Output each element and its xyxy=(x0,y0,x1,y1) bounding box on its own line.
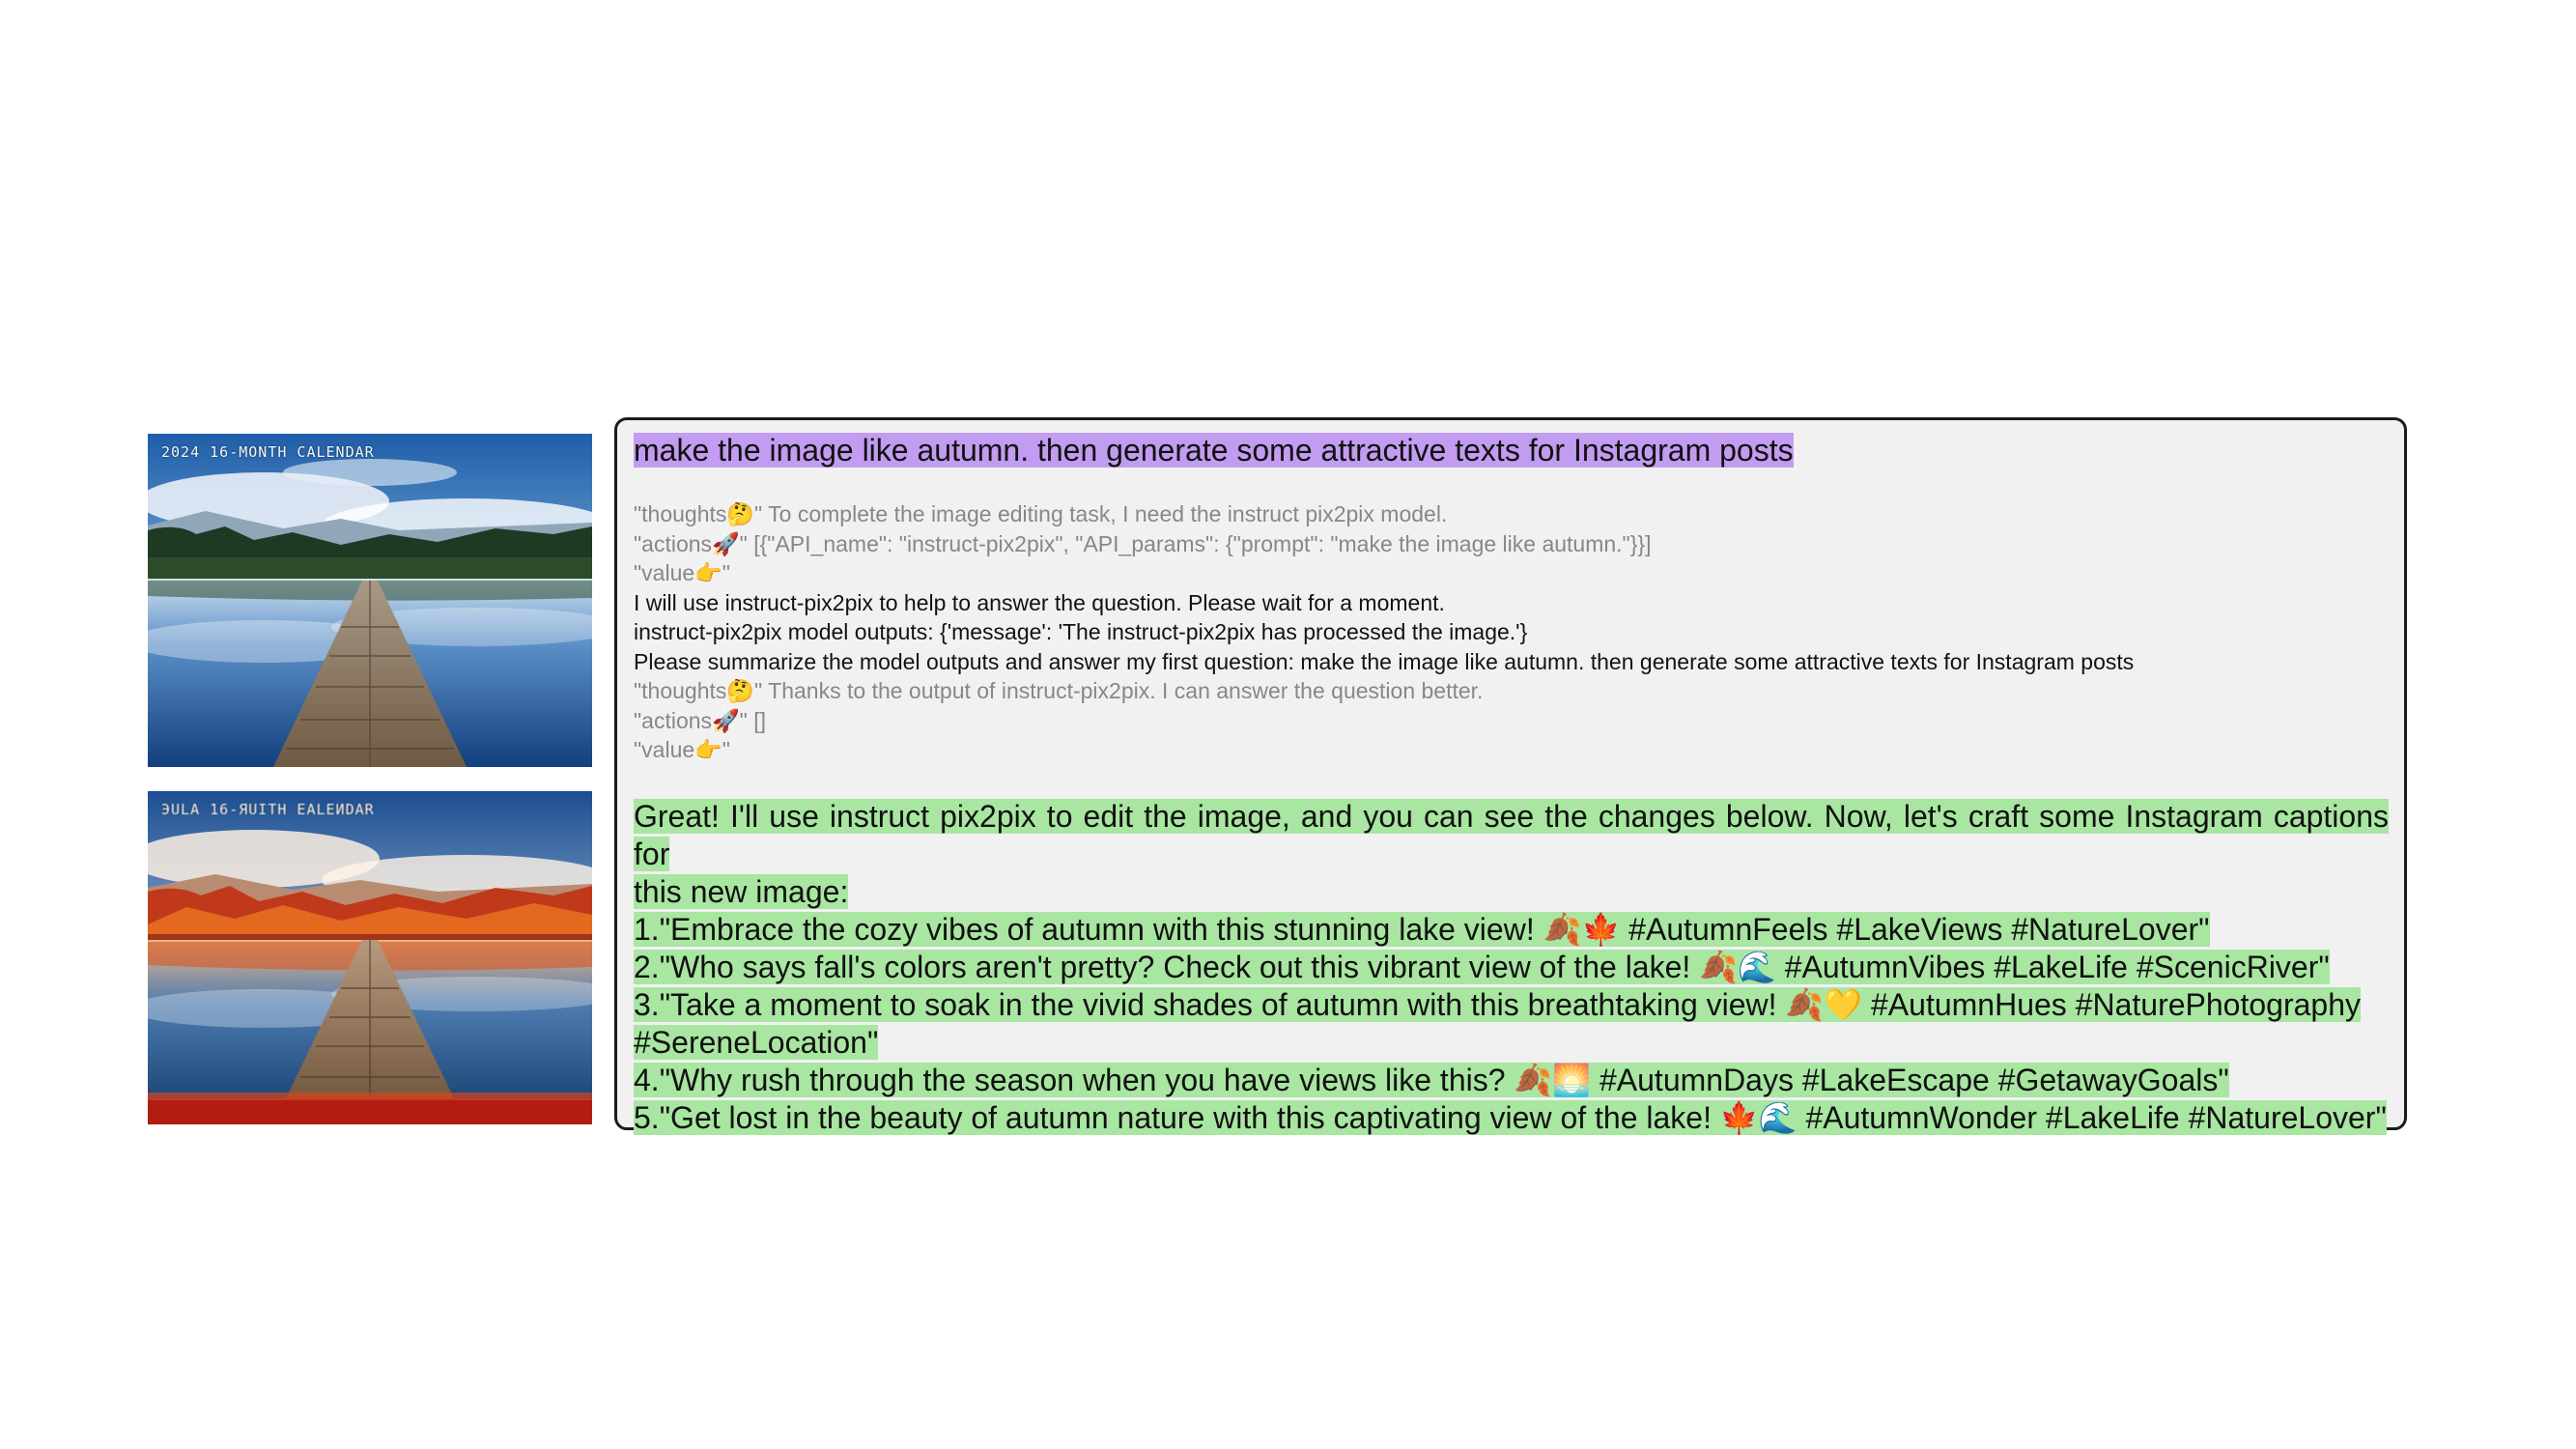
original-lake-photo xyxy=(148,434,592,767)
calendar-caption: 2024 16-MONTH CALENDAR xyxy=(161,443,375,461)
value-line: "value👉" xyxy=(634,737,730,762)
user-query xyxy=(634,430,2389,470)
answer-intro: Great! I'll use instruct pix2pix to edit the image, and you can see the changes below. Now, let's craft some Instagram captions for xyxy=(634,798,2389,871)
value-line: "value👉" xyxy=(634,560,730,585)
user-query-text: make the image like autumn. then generate some attractive texts for Instagram posts xyxy=(634,433,1794,468)
instagram-caption-3: 3."Take a moment to soak in the vivid shades of autumn with this breathtaking view! 🍂💛 #AutumnHues #NaturePhotography xyxy=(634,986,2361,1022)
agent-trace xyxy=(634,499,2389,765)
summer-lake-image xyxy=(148,434,592,767)
summarize-request: Please summarize the model outputs and answer my first question: make the image like autumn. then generate some attractive texts for Instagram posts xyxy=(634,648,2135,674)
thoughts-line: "thoughts🤔" To complete the image editing task, I need the instruct pix2pix model. xyxy=(634,501,1448,526)
autumn-lake-image xyxy=(148,791,592,1124)
instagram-caption-4: 4."Why rush through the season when you have views like this? 🍂🌅 #AutumnDays #LakeEscape #GetawayGoals" xyxy=(634,1062,2229,1097)
calendar-caption-distorted: ЭULA 16-ЯUITH EALEИDAR xyxy=(161,801,375,818)
autumn-lake-photo xyxy=(148,791,592,1124)
actions-line: "actions🚀" [{"API_name": "instruct-pix2pix", "API_params": {"prompt": "make the image like autumn."}}] xyxy=(634,530,1652,556)
thoughts-line: "thoughts🤔" Thanks to the output of instruct-pix2pix. I can answer the question better. xyxy=(634,678,1484,703)
answer-intro-continued: this new image: xyxy=(634,873,849,909)
actions-line: "actions🚀" [] xyxy=(634,707,767,733)
conversation-panel xyxy=(614,417,2407,1135)
assistant-answer xyxy=(634,798,2389,1137)
instagram-caption-5: 5."Get lost in the beauty of autumn nature with this captivating view of the lake! 🍁🌊 #AutumnWonder #LakeLife #NatureLover" xyxy=(634,1099,2387,1135)
model-outputs: instruct-pix2pix model outputs: {'message': 'The instruct-pix2pix has processed the image.'} xyxy=(634,619,1528,644)
wait-message: I will use instruct-pix2pix to help to answer the question. Please wait for a moment. xyxy=(634,589,1445,615)
instagram-caption-3-continued: #SereneLocation" xyxy=(634,1024,879,1060)
instagram-caption-2: 2."Who says fall's colors aren't pretty? Check out this vibrant view of the lake! 🍂🌊 #AutumnVibes #LakeLife #ScenicRiver" xyxy=(634,949,2330,984)
instagram-caption-1: 1."Embrace the cozy vibes of autumn with this stunning lake view! 🍂🍁 #AutumnFeels #LakeViews #NatureLover" xyxy=(634,911,2210,947)
